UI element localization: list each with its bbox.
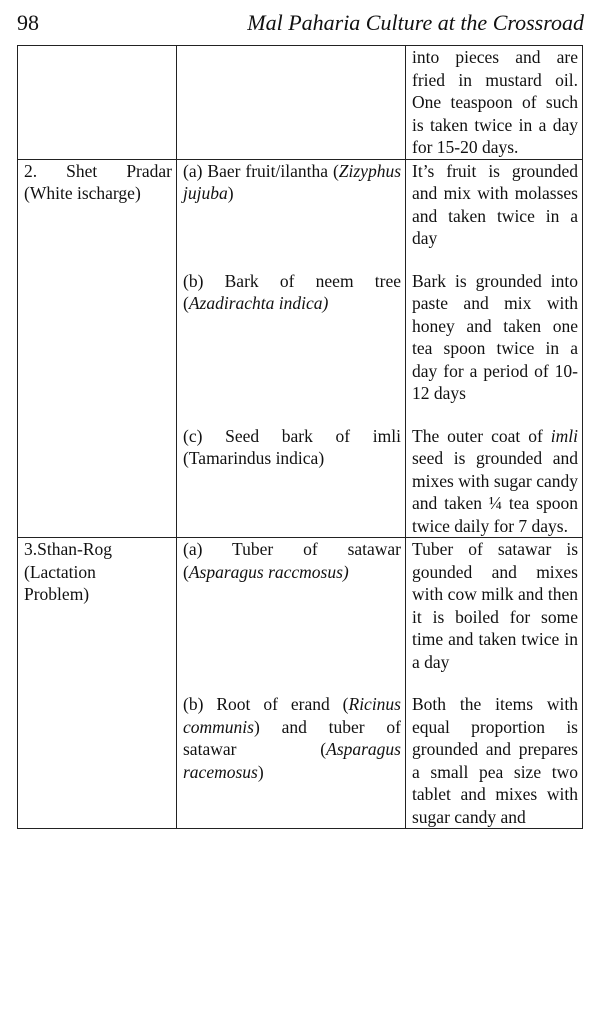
plant-name: Baer fruit/ilantha bbox=[207, 160, 328, 181]
method-text: Both the items with equal proportion is grounded and prepares a small pea size two tablet and mixes with sugar candy and bbox=[412, 694, 578, 827]
problem-cell bbox=[18, 270, 177, 425]
method-cell bbox=[406, 538, 583, 694]
plant-prefix: (c) bbox=[183, 425, 203, 446]
method-text: Tuber of satawar is gounded and mixes with cow milk and then it is boiled for some time and taken twice in a day bbox=[412, 539, 578, 672]
method-text: into pieces and are fried in mustard oil. One teaspoon of such is taken twice in a day for 15-20 days. bbox=[412, 47, 578, 157]
plant-cell bbox=[177, 538, 406, 694]
method-cell bbox=[406, 693, 583, 829]
table-row bbox=[18, 270, 583, 425]
method-text: It’s fruit is grounded and mix with molasses and taken twice in a day bbox=[412, 160, 578, 248]
method-cell bbox=[406, 270, 583, 425]
problem-cell bbox=[18, 425, 177, 538]
plant-text: (b) Bark of neem tree (Azadirachta indica) bbox=[183, 270, 401, 313]
plant-scientific-name: Zizyphus jujuba bbox=[183, 160, 402, 203]
plant-prefix: (b) bbox=[183, 694, 204, 714]
plant-name: Tuber of satawar bbox=[232, 539, 402, 559]
plant-scientific-name: (Tamarindus indica) bbox=[183, 448, 325, 468]
problem-cell bbox=[18, 159, 177, 270]
page-number: 98 bbox=[17, 10, 39, 35]
plant-cell bbox=[177, 425, 406, 538]
problem-cell bbox=[18, 693, 177, 829]
plant-prefix: (a) bbox=[183, 539, 203, 559]
problem-text: 2. Shet Pradar (White ischarge) bbox=[24, 160, 172, 203]
plant-cell bbox=[177, 693, 406, 829]
plant-text: (a) Baer fruit/ilantha (Zizyphus jujuba) bbox=[183, 160, 402, 203]
running-head: Mal Paharia Culture at the Crossroad bbox=[247, 10, 584, 35]
problem-cell bbox=[18, 538, 177, 694]
method-text: The outer coat of imli seed is grounded and mixes with sugar candy and taken ¼ tea spoon twice daily for 7 days. bbox=[412, 425, 578, 536]
plant-prefix: (a) bbox=[183, 160, 203, 181]
plant-scientific-name-2: Asparagus racemosus bbox=[183, 739, 401, 782]
plant-text: (a) Tuber of satawar (Asparagus raccmosus) bbox=[183, 539, 402, 582]
method-cell bbox=[406, 159, 583, 270]
plant-name: Bark of neem tree bbox=[224, 270, 401, 291]
plant-prefix: (b) bbox=[183, 270, 204, 291]
table-row bbox=[18, 693, 583, 829]
table-row bbox=[18, 425, 583, 538]
method-cell bbox=[406, 425, 583, 538]
plant-text bbox=[183, 425, 401, 470]
remedies-table bbox=[17, 45, 583, 829]
table-row bbox=[18, 538, 583, 694]
plant-name: Root of erand ( bbox=[216, 694, 349, 714]
plant-cell bbox=[177, 270, 406, 425]
plant-scientific-name: Azadirachta indica) bbox=[188, 293, 329, 313]
plant-scientific-name: Asparagus raccmosus) bbox=[188, 561, 349, 582]
method-italic-term: imli bbox=[550, 425, 578, 446]
plant-cell bbox=[177, 46, 406, 160]
plant-text: (b) Root of erand (Ricinus communis) and tuber of satawar (Asparagus racemosus) bbox=[183, 694, 401, 782]
method-text: Bark is grounded into paste and mix with honey and taken one tea spoon twice in a day for a period of 10-12 days bbox=[412, 270, 578, 403]
table-row bbox=[18, 46, 583, 160]
plant-name: Seed bark of imli bbox=[225, 425, 402, 446]
method-cell bbox=[406, 46, 583, 160]
table-row bbox=[18, 159, 583, 270]
problem-text: 3.Sthan-Rog (Lactation Problem) bbox=[24, 539, 112, 604]
plant-scientific-name: Ricinus communis bbox=[183, 694, 401, 737]
problem-cell bbox=[18, 46, 177, 160]
plant-cell bbox=[177, 159, 406, 270]
